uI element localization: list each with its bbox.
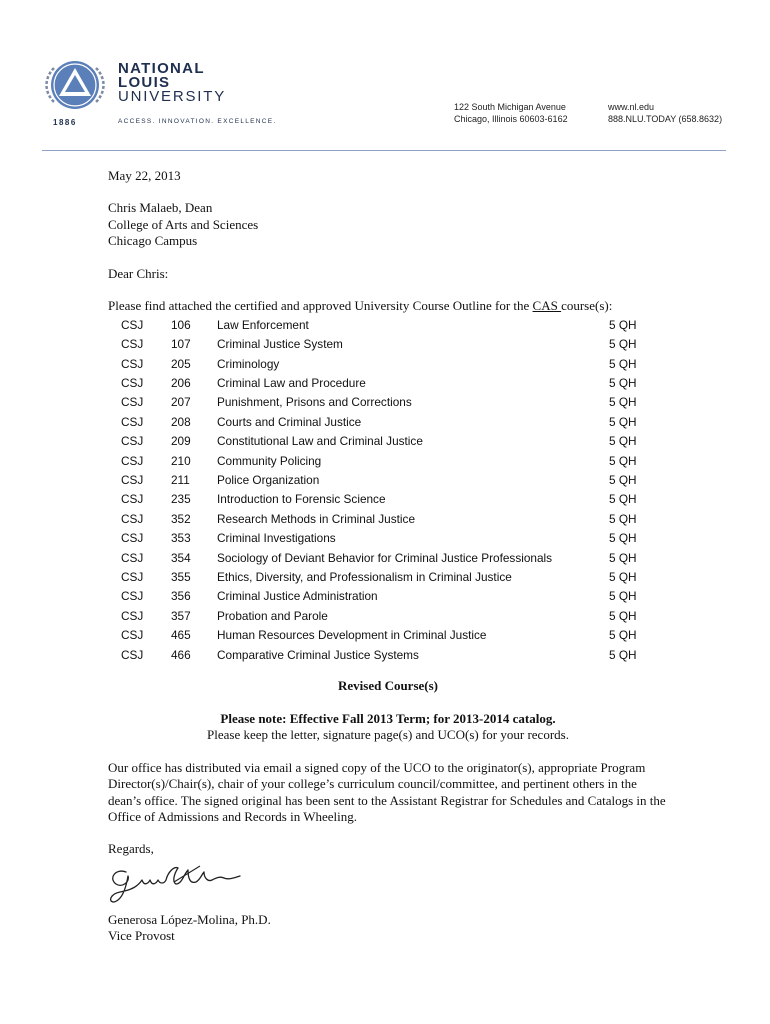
- recipient-line: Chris Malaeb, Dean: [108, 200, 213, 216]
- wordmark-line-3: UNIVERSITY: [118, 88, 227, 105]
- course-title: Criminology: [217, 356, 280, 371]
- course-subject: CSJ: [121, 511, 144, 526]
- signer-block: [108, 912, 668, 945]
- course-row: [121, 587, 641, 606]
- course-subject: CSJ: [121, 647, 144, 662]
- course-number: 356: [171, 589, 191, 604]
- course-row: [121, 509, 641, 528]
- course-title: Research Methods in Criminal Justice: [217, 511, 416, 526]
- course-row: [121, 606, 641, 625]
- contact-info: [608, 101, 722, 125]
- university-wordmark: [118, 62, 226, 104]
- college-abbrev: CAS: [532, 298, 562, 314]
- course-credits: 5 QH: [609, 492, 637, 507]
- course-subject: CSJ: [121, 473, 144, 488]
- course-number: 466: [171, 647, 191, 662]
- course-credits: 5 QH: [609, 317, 637, 332]
- recipient-block: [108, 200, 668, 249]
- course-title: Criminal Justice System: [217, 337, 343, 352]
- course-row: [121, 490, 641, 509]
- course-subject: CSJ: [121, 492, 144, 507]
- recipient-line: College of Arts and Sciences: [108, 216, 259, 232]
- course-row: [121, 548, 641, 567]
- course-subject: CSJ: [121, 434, 144, 449]
- course-title: Constitutional Law and Criminal Justice: [217, 434, 423, 449]
- course-subject: CSJ: [121, 589, 144, 604]
- course-credits: 5 QH: [609, 434, 637, 449]
- catalog-note-bold: Please note: Effective Fall 2013 Term; for 2013-2014 catalog.: [220, 710, 556, 726]
- course-subject: CSJ: [121, 356, 144, 371]
- course-number: 354: [171, 550, 191, 565]
- course-credits: 5 QH: [609, 589, 637, 604]
- course-subject: CSJ: [121, 628, 144, 643]
- course-row: [121, 374, 641, 393]
- course-title: Criminal Law and Procedure: [217, 376, 366, 391]
- course-number: 355: [171, 570, 191, 584]
- course-number: 205: [171, 356, 191, 371]
- intro-text-end: course(s):: [561, 298, 613, 314]
- course-table: [121, 315, 641, 664]
- course-title: Punishment, Prisons and Corrections: [217, 395, 412, 410]
- course-subject: CSJ: [121, 453, 144, 468]
- course-row: [121, 315, 641, 334]
- course-subject: CSJ: [121, 550, 144, 565]
- wordmark-line-1: NATIONAL: [118, 60, 205, 77]
- course-number: 357: [171, 608, 191, 623]
- course-credits: 5 QH: [609, 511, 637, 526]
- course-row: [121, 354, 641, 373]
- website: www.nl.edu: [608, 102, 655, 112]
- revised-heading: Revised Course(s): [337, 678, 438, 694]
- course-subject: CSJ: [121, 608, 144, 623]
- course-credits: 5 QH: [609, 608, 637, 623]
- course-title: Ethics, Diversity, and Professionalism in Criminal Justice: [217, 570, 512, 584]
- course-row: [121, 432, 641, 451]
- course-credits: 5 QH: [609, 453, 637, 468]
- course-credits: 5 QH: [609, 395, 637, 410]
- closing: Regards,: [108, 841, 154, 857]
- letterhead: [0, 0, 770, 160]
- course-number: 353: [171, 531, 191, 546]
- letter-date: May 22, 2013: [108, 168, 181, 183]
- course-credits: 5 QH: [609, 531, 637, 546]
- course-subject: CSJ: [121, 337, 144, 352]
- address-line-1: 122 South Michigan Avenue: [454, 102, 566, 112]
- course-number: 210: [171, 453, 191, 468]
- course-credits: 5 QH: [609, 647, 637, 662]
- course-credits: 5 QH: [609, 337, 637, 352]
- course-title: Introduction to Forensic Science: [217, 492, 386, 507]
- course-row: [121, 626, 641, 645]
- course-row: [121, 529, 641, 548]
- course-title: Police Organization: [217, 473, 320, 488]
- course-subject: CSJ: [121, 570, 144, 584]
- recipient-line: Chicago Campus: [108, 233, 198, 249]
- course-subject: CSJ: [121, 317, 144, 332]
- course-row: [121, 412, 641, 431]
- course-subject: CSJ: [121, 414, 144, 429]
- course-number: 235: [171, 492, 191, 507]
- course-title: Criminal Investigations: [217, 531, 336, 546]
- signer-name: Generosa López-Molina, Ph.D.: [108, 911, 271, 927]
- catalog-note-plain: Please keep the letter, signature page(s) and UCO(s) for your records.: [207, 727, 569, 743]
- course-title: Courts and Criminal Justice: [217, 414, 362, 429]
- course-credits: 5 QH: [609, 570, 637, 584]
- course-row: [121, 568, 641, 587]
- distribution-paragraph: Our office has distributed via email a signed copy of the UCO to the originator(s), appropriate Program Director(s)/Chair(s), chair of your college’s curriculum council/committee, and pertinent others in the dean’s office. The signed original has been sent to the Assistant Registrar for Schedules and Catalogs in the Office of Admissions and Records in Wheeling.: [108, 759, 666, 824]
- course-title: Sociology of Deviant Behavior for Criminal Justice Professionals: [217, 550, 553, 565]
- street-address: [454, 101, 568, 125]
- intro-sentence: [108, 298, 668, 314]
- course-row: [121, 335, 641, 354]
- course-title: Community Policing: [217, 453, 322, 468]
- header-divider: [42, 150, 726, 151]
- intro-text: Please find attached the certified and approved University Course Outline for the: [108, 298, 533, 314]
- course-credits: 5 QH: [609, 473, 637, 488]
- course-number: 465: [171, 628, 191, 643]
- course-subject: CSJ: [121, 395, 144, 410]
- course-credits: 5 QH: [609, 628, 637, 643]
- course-title: Human Resources Development in Criminal Justice: [217, 628, 487, 643]
- course-credits: 5 QH: [609, 550, 637, 565]
- letter-body: [108, 168, 668, 945]
- course-credits: 5 QH: [609, 356, 637, 371]
- course-title: Criminal Justice Administration: [217, 589, 378, 604]
- course-title: Probation and Parole: [217, 608, 328, 623]
- course-row: [121, 393, 641, 412]
- course-subject: CSJ: [121, 376, 144, 391]
- course-title: Comparative Criminal Justice Systems: [217, 647, 419, 662]
- course-credits: 5 QH: [609, 376, 637, 391]
- wordmark-line-2: LOUIS: [118, 74, 171, 91]
- course-number: 352: [171, 511, 191, 526]
- course-title: Law Enforcement: [217, 317, 309, 332]
- course-number: 106: [171, 317, 191, 332]
- course-number: 209: [171, 434, 191, 449]
- tagline: ACCESS. INNOVATION. EXCELLENCE.: [118, 118, 277, 125]
- course-number: 208: [171, 414, 191, 429]
- course-number: 211: [171, 473, 190, 488]
- course-subject: CSJ: [121, 531, 144, 546]
- course-number: 207: [171, 395, 191, 410]
- handwritten-signature: [104, 860, 244, 906]
- course-number: 206: [171, 376, 191, 391]
- founding-year: 1886: [53, 118, 77, 127]
- signer-title: Vice Provost: [108, 928, 175, 944]
- university-seal-logo: [40, 56, 110, 112]
- catalog-note: [108, 711, 668, 744]
- course-number: 107: [171, 337, 191, 352]
- course-row: [121, 451, 641, 470]
- salutation: Dear Chris:: [108, 265, 169, 281]
- phone-number: 888.NLU.TODAY (658.8632): [608, 114, 723, 124]
- course-row: [121, 471, 641, 490]
- address-line-2: Chicago, Illinois 60603-6162: [454, 114, 568, 124]
- course-row: [121, 645, 641, 664]
- course-credits: 5 QH: [609, 414, 637, 429]
